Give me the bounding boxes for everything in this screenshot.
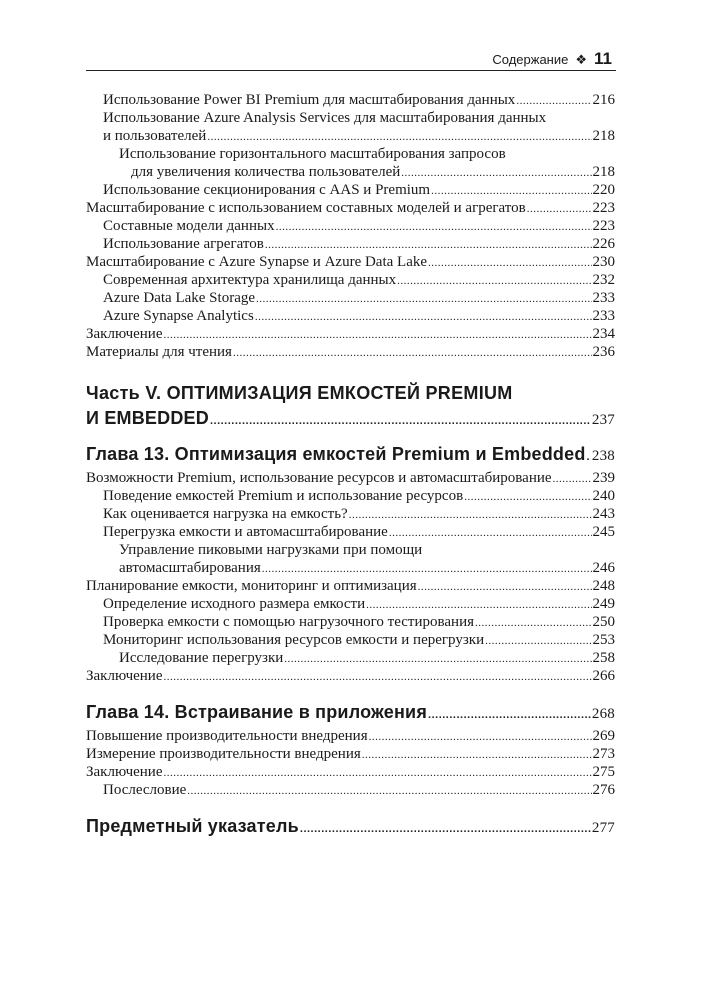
toc-entry-line1[interactable]: Использование Azure Analysis Services для масштабирования данных bbox=[103, 110, 547, 126]
toc-entry[interactable]: Поведение емкостей Premium и использование ресурсов ..... 240 bbox=[103, 487, 615, 505]
toc-entry[interactable]: Заключение ..... 275 bbox=[86, 763, 615, 781]
toc-entry[interactable]: для увеличения количества пользователей ..... 218 bbox=[131, 163, 615, 181]
toc-entry[interactable]: Перегрузка емкости и автомасштабирование ..... 245 bbox=[103, 523, 615, 541]
toc-entry[interactable]: Заключение ..... 266 bbox=[86, 667, 615, 685]
part-heading-entry[interactable]: И EMBEDDED ..... 237 bbox=[86, 407, 615, 429]
toc-entry[interactable]: Как оценивается нагрузка на емкость? ..... 243 bbox=[103, 505, 615, 523]
header-section-title: Содержание bbox=[492, 52, 569, 67]
toc-entry[interactable]: Современная архитектура хранилища данных ..... 232 bbox=[103, 271, 615, 289]
toc-entry-line1[interactable]: Использование горизонтального масштабирования запросов bbox=[119, 146, 506, 162]
toc-entry[interactable]: Послесловие ..... 276 bbox=[103, 781, 615, 799]
toc-entry[interactable]: Масштабирование с использованием составных моделей и агрегатов ..... 223 bbox=[86, 199, 615, 217]
toc-entry[interactable]: Мониторинг использования ресурсов емкости и перегрузки ..... 253 bbox=[103, 631, 615, 649]
index-heading-entry[interactable]: Предметный указатель ..... 277 bbox=[86, 815, 615, 837]
toc-entry[interactable]: Azure Synapse Analytics ..... 233 bbox=[103, 307, 615, 325]
toc-entry[interactable]: Использование Power BI Premium для масштабирования данных ..... 216 bbox=[103, 91, 615, 109]
diamond-ornament-icon: ❖ bbox=[575, 52, 588, 67]
chapter-heading-entry[interactable]: Глава 14. Встраивание в приложения ..... 268 bbox=[86, 701, 615, 723]
toc-entry[interactable]: Планирование емкости, мониторинг и оптимизация ..... 248 bbox=[86, 577, 615, 595]
toc-entry[interactable]: Повышение производительности внедрения ..... 269 bbox=[86, 727, 615, 745]
part-heading[interactable]: Часть V. ОПТИМИЗАЦИЯ ЕМКОСТЕЙ PREMIUM bbox=[86, 383, 513, 403]
chapter-heading-entry[interactable]: Глава 13. Оптимизация емкостей Premium и Embedded ..... 238 bbox=[86, 443, 615, 465]
toc-entry[interactable]: Составные модели данных ..... 223 bbox=[103, 217, 615, 235]
toc-entry[interactable]: Материалы для чтения ..... 236 bbox=[86, 343, 615, 361]
toc-entry[interactable]: и пользователей ..... 218 bbox=[103, 127, 615, 145]
toc-entry[interactable]: Измерение производительности внедрения ..... 273 bbox=[86, 745, 615, 763]
page-number: 11 bbox=[594, 49, 612, 68]
running-header bbox=[86, 42, 616, 71]
toc-entry[interactable]: автомасштабирования ..... 246 bbox=[119, 559, 615, 577]
toc-entry[interactable]: Использование секционирования с AAS и Premium ..... 220 bbox=[103, 181, 615, 199]
toc-entry[interactable]: Azure Data Lake Storage ..... 233 bbox=[103, 289, 615, 307]
toc-entry-line1[interactable]: Управление пиковыми нагрузками при помощи bbox=[119, 542, 423, 558]
toc-entry[interactable]: Проверка емкости с помощью нагрузочного тестирования ..... 250 bbox=[103, 613, 615, 631]
toc-entry[interactable]: Определение исходного размера емкости ..... 249 bbox=[103, 595, 615, 613]
toc-entry[interactable]: Исследование перегрузки ..... 258 bbox=[119, 649, 615, 667]
toc-entry[interactable]: Заключение ..... 234 bbox=[86, 325, 615, 343]
toc-entry[interactable]: Масштабирование с Azure Synapse и Azure Data Lake ..... 230 bbox=[86, 253, 615, 271]
toc-entry[interactable]: Использование агрегатов ..... 226 bbox=[103, 235, 615, 253]
toc-entry[interactable]: Возможности Premium, использование ресурсов и автомасштабирование ..... 239 bbox=[86, 469, 615, 487]
